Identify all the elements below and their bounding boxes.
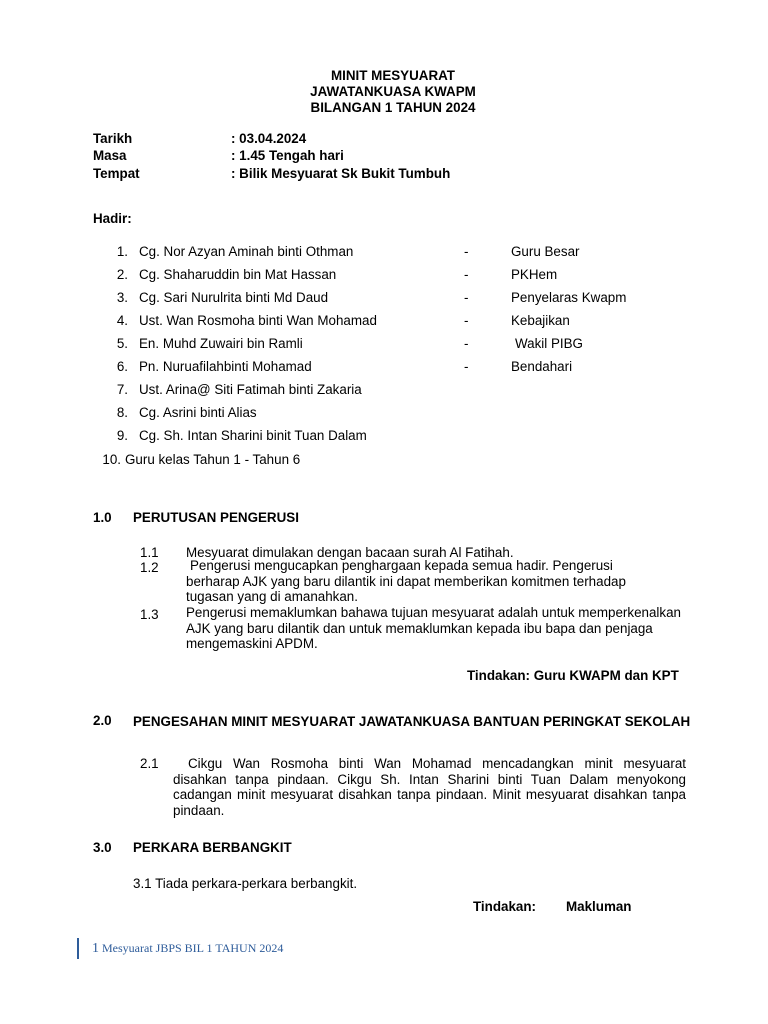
meta-value-place: : Bilik Mesyuarat Sk Bukit Tumbuh (231, 166, 451, 181)
attendee-number: 1. (116, 244, 128, 259)
doc-title-line3: BILANGAN 1 TAHUN 2024 (310, 100, 476, 115)
attendee-number: 6. (116, 359, 128, 374)
footer-text: Mesyuarat JBPS BIL 1 TAHUN 2024 (102, 941, 284, 955)
attendee-number: 9. (116, 428, 128, 443)
attendee-dash: - (464, 267, 469, 282)
page-footer (92, 941, 283, 957)
section-3-action-value: Makluman (566, 899, 632, 914)
attendee-name: Cg. Shaharuddin bin Mat Hassan (139, 267, 337, 282)
meta-label-place: Tempat (93, 166, 140, 181)
attendance-heading: Hadir: (93, 211, 132, 226)
item-1-2-text: Pengerusi mengucapkan penghargaan kepada semua hadir. Pengerusi berharap AJK yang baru dilantik ini dapat memberikan komitmen terhadap tugasan yang di amanahkan. (186, 558, 626, 605)
attendee-name: Cg. Asrini binti Alias (139, 405, 257, 420)
meta-label-date: Tarikh (93, 131, 133, 146)
attendee-number: 3. (116, 290, 128, 305)
section-2-number: 2.0 (93, 713, 112, 728)
attendee-number: 8. (116, 405, 128, 420)
attendee-number: 4. (116, 313, 128, 328)
page-number: 1 (92, 941, 99, 956)
attendee-name: En. Muhd Zuwairi bin Ramli (139, 336, 303, 351)
attendee-dash: - (464, 290, 469, 305)
attendee-name: Cg. Nor Azyan Aminah binti Othman (139, 244, 354, 259)
attendee-role: Guru Besar (511, 244, 580, 259)
item-1-1-text: Mesyuarat dimulakan dengan bacaan surah Al Fatihah. (186, 545, 514, 560)
attendee-name: Ust. Arina@ Siti Fatimah binti Zakaria (139, 382, 362, 397)
doc-title-line1: MINIT MESYUARAT (331, 68, 455, 83)
item-1-3-number: 1.3 (140, 607, 159, 622)
item-1-3-text: Pengerusi memaklumkan bahawa tujuan mesyuarat adalah untuk memperkenalkan AJK yang baru dilantik dan untuk memaklumkan kepada ibu bapa dan penjaga mengemaskini APDM. (186, 605, 681, 652)
section-3-title: PERKARA BERBANGKIT (133, 840, 292, 855)
doc-title-line2: JAWATANKUASA KWAPM (310, 84, 476, 99)
attendee-dash: - (464, 359, 469, 374)
section-1-number: 1.0 (93, 510, 112, 525)
item-1-2-number: 1.2 (140, 560, 159, 575)
attendee-dash: - (464, 244, 469, 259)
attendee-role: Kebajikan (511, 313, 570, 328)
attendee-dash: - (464, 313, 469, 328)
attendee-name: Pn. Nuruafilahbinti Mohamad (139, 359, 312, 374)
attendee-number: 2. (116, 267, 128, 282)
attendee-role: Penyelaras Kwapm (511, 290, 627, 305)
section-1-action: Tindakan: Guru KWAPM dan KPT (467, 668, 679, 683)
attendee-role: PKHem (511, 267, 558, 282)
section-3-action-label: Tindakan: (473, 899, 536, 914)
attendee-role: Wakil PIBG (515, 336, 583, 351)
attendee-dash: - (464, 336, 469, 351)
attendee-name: Cg. Sh. Intan Sharini binit Tuan Dalam (139, 428, 367, 443)
attendee-number: 10. (102, 452, 121, 467)
meta-value-date: : 03.04.2024 (231, 131, 307, 146)
item-3-1-text: 3.1 Tiada perkara-perkara berbangkit. (133, 876, 358, 891)
attendee-number: 7. (116, 382, 128, 397)
item-1-1-number: 1.1 (140, 545, 159, 560)
section-2-title: PENGESAHAN MINIT MESYUARAT JAWATANKUASA BANTUAN PERINGKAT SEKOLAH (133, 714, 691, 729)
item-2-1-text: Cikgu Wan Rosmoha binti Wan Mohamad mencadangkan minit mesyuarat disahkan tanpa pindaan. Cikgu Sh. Intan Sharini binti Tuan Dalam menyokong cadangan minit mesyuarat disahkan tanpa pindaan. Minit mesyuarat disahkan tanpa pindaan. (173, 756, 686, 818)
footer-divider (77, 938, 79, 959)
meta-label-time: Masa (93, 148, 127, 163)
section-1-title: PERUTUSAN PENGERUSI (133, 510, 299, 525)
attendee-name: Ust. Wan Rosmoha binti Wan Mohamad (139, 313, 377, 328)
attendee-role: Bendahari (511, 359, 573, 374)
attendee-name: Cg. Sari Nurulrita binti Md Daud (139, 290, 329, 305)
meta-value-time: : 1.45 Tengah hari (231, 148, 344, 163)
attendee-number: 5. (116, 336, 128, 351)
item-2-1-number: 2.1 (140, 756, 159, 771)
attendee-name: Guru kelas Tahun 1 - Tahun 6 (125, 452, 301, 467)
section-3-number: 3.0 (93, 840, 112, 855)
